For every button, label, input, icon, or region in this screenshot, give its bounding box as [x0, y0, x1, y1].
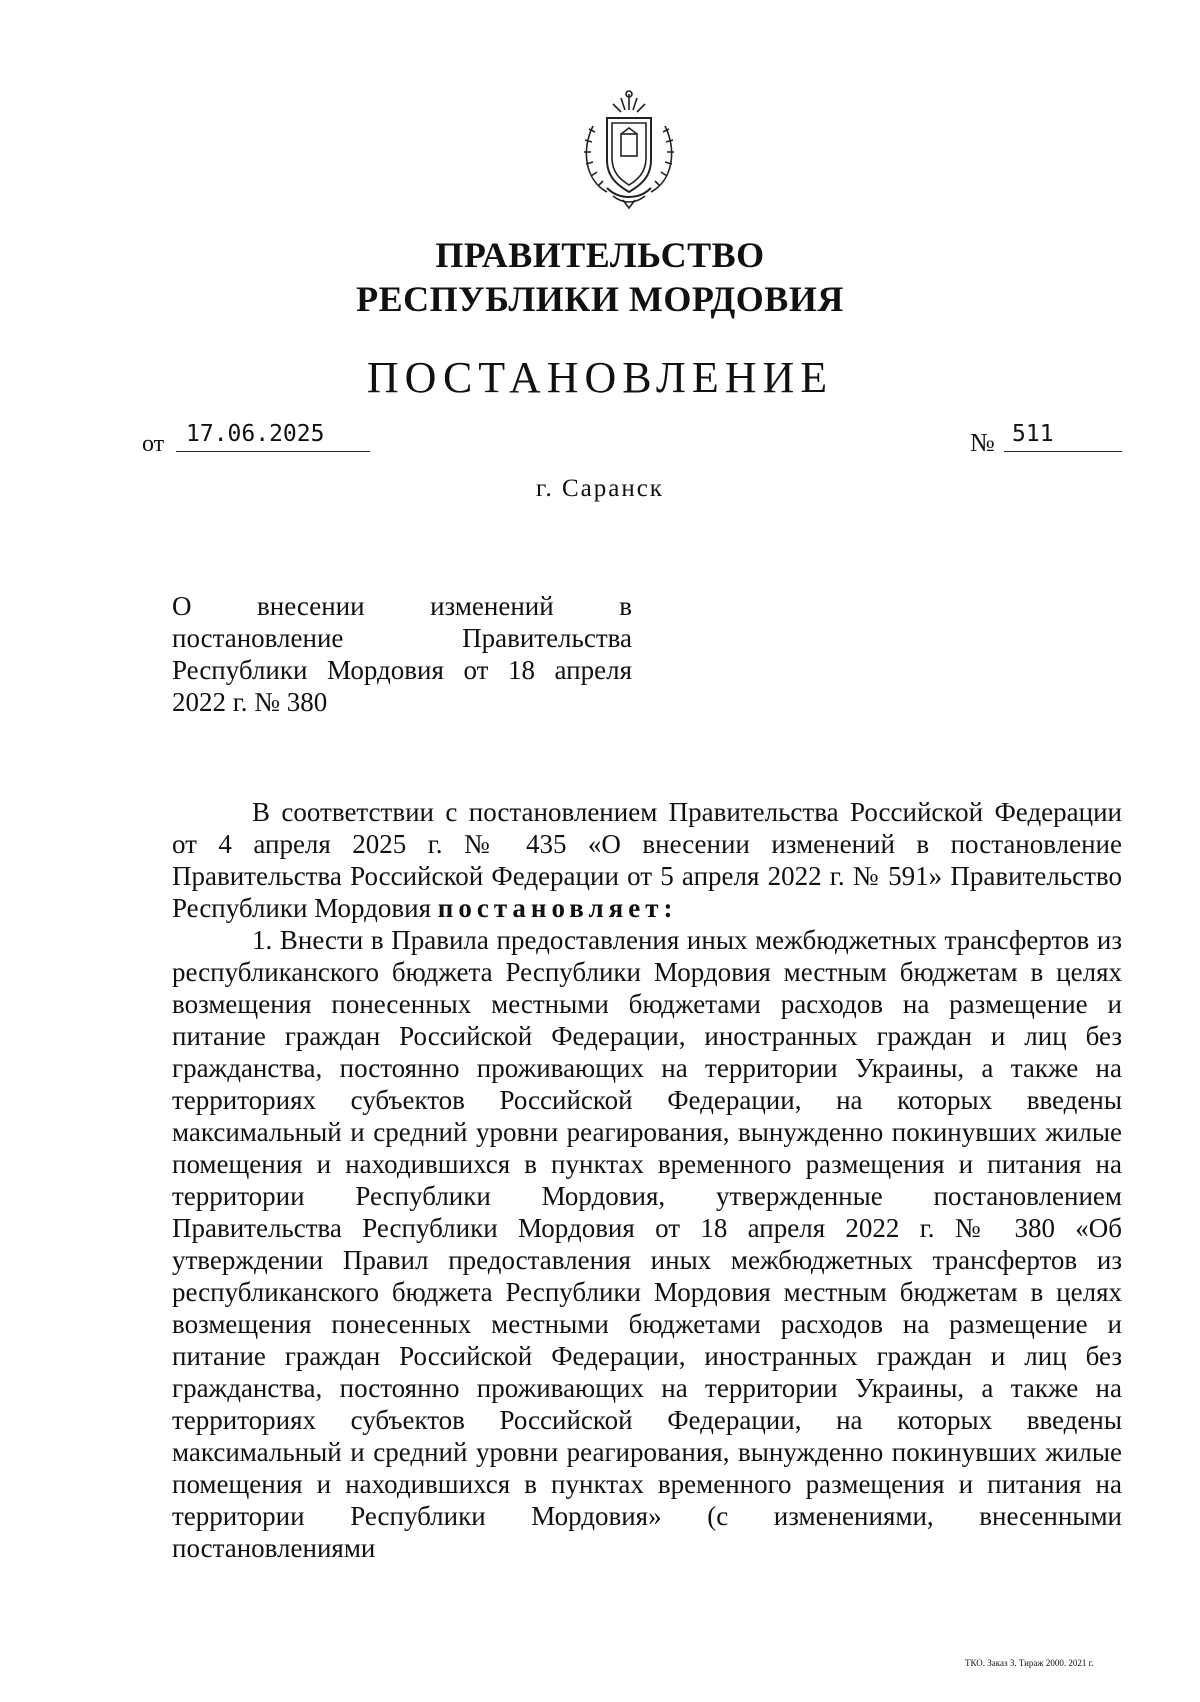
date-field	[176, 419, 370, 452]
document-subject: О внесении изменений в постановление Правительства Республики Мордовия от 18 апреля 2022 г. № 380	[172, 591, 632, 717]
document-number: 511	[1012, 421, 1054, 447]
number-field	[1004, 419, 1122, 452]
city: г. Саранск	[536, 475, 664, 502]
print-info: ТКО. Заказ 3. Тираж 2000. 2021 г.	[965, 1658, 1094, 1668]
preamble-keyword: постановляет:	[437, 893, 678, 923]
preamble-paragraph	[172, 796, 1122, 924]
org-name-line2: РЕСПУБЛИКИ МОРДОВИЯ	[356, 279, 844, 319]
document-body	[172, 796, 1122, 1564]
document-type-title: ПОСТАНОВЛЕНИЕ	[366, 353, 834, 402]
number-prefix: №	[970, 428, 995, 457]
date-prefix: от	[142, 431, 165, 457]
coat-of-arms-icon	[577, 88, 681, 210]
preamble-text: В соответствии с постановлением Правительства Российской Федерации от 4 апреля 2025 г. № 435 «О внесении изменений в постановление Правительства Российской Федерации от 5 апреля 2022 г. № 591» Правительство Республики Мордовия	[172, 797, 1122, 923]
item-1-paragraph: 1. Внести в Правила предоставления иных межбюджетных трансфертов из республиканского бюджета Республики Мордовия местным бюджетам в целях возмещения понесенных местными бюджетами расходов на размещение и питание граждан Российской Федерации, иностранных граждан и лиц без гражданства, постоянно проживающих на территории Украины, а также на территориях субъектов Российской Федерации, на которых введены максимальный и средний уровни реагирования, вынужденно покинувших жилые помещения и находившихся в пунктах временного размещения и питания на территории Республики Мордовия, утвержденные постановлением Правительства Республики Мордовия от 18 апреля 2022 г. № 380 «Об утверждении Правил предоставления иных межбюджетных трансфертов из республиканского бюджета Республики Мордовия местным бюджетам в целях возмещения понесенных местными бюджетами расходов на размещение и питание граждан Российской Федерации, иностранных граждан и лиц без гражданства, постоянно проживающих на территории Украины, а также на территориях субъектов Российской Федерации, на которых введены максимальный и средний уровни реагирования, вынужденно покинувших жилые помещения и находившихся в пунктах временного размещения и питания на территории Республики Мордовия» (с изменениями, внесенными постановлениями	[172, 925, 1122, 1563]
org-name-line1: ПРАВИТЕЛЬСТВО	[435, 235, 765, 275]
document-date: 17.06.2025	[186, 421, 325, 447]
